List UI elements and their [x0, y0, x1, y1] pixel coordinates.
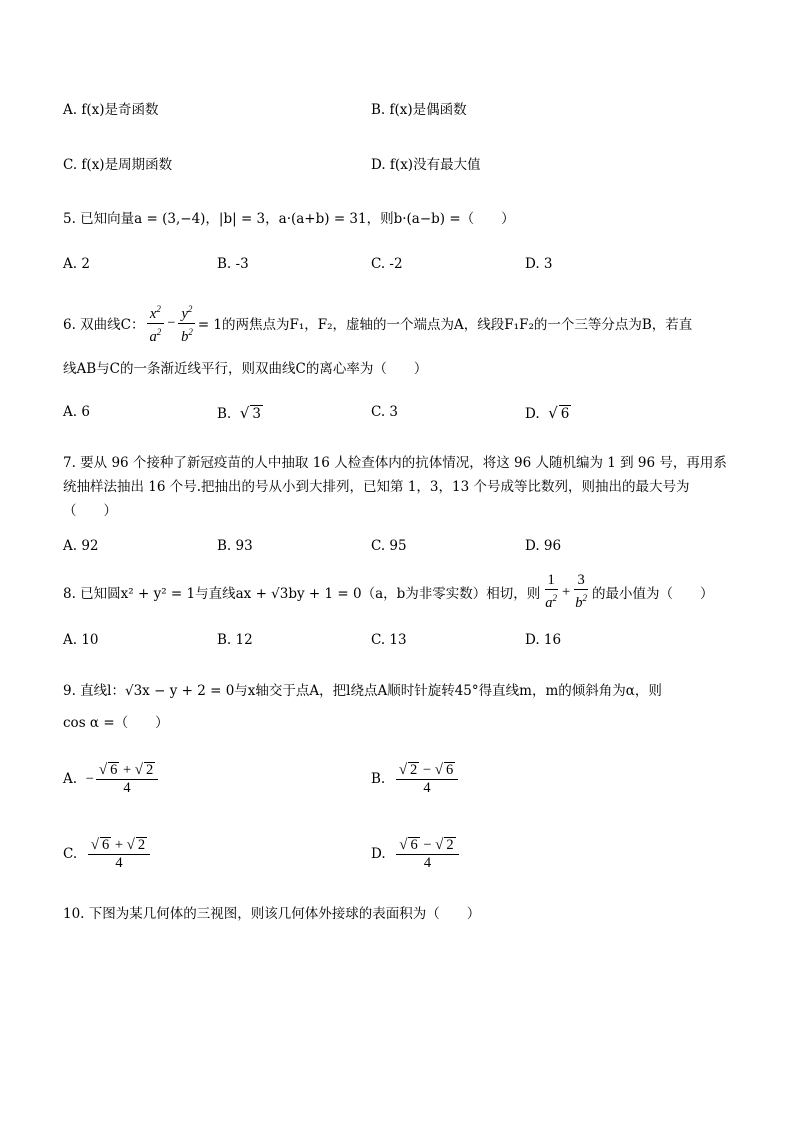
q6-option-d: D. √ 6: [525, 404, 570, 422]
q5-option-c: C. -2: [371, 256, 403, 272]
q9-option-b: B. $\frac{√ 2 - √ 6}{4}$: [371, 757, 460, 801]
q9-option-d: D. $\frac{√ 6 - √ 2}{4}$: [371, 832, 461, 876]
q9-option-c: C. $\frac{√ 6 + √ 2}{4}$: [63, 832, 152, 876]
q9-stem-line1: 9. 直线l：√3x − y + 2 = 0与x轴交于点A，把l绕点A顺时针旋转45°得直线m，m的倾斜角为α，则: [63, 683, 662, 699]
q6-stem-prefix: 6. 双曲线C：: [63, 317, 145, 333]
q5-option-b: B. -3: [217, 256, 249, 272]
q5-option-a: A. 2: [63, 256, 90, 272]
q7-option-c: C. 95: [371, 538, 407, 554]
q4-option-d: D. f(x)没有最大值: [371, 157, 481, 173]
q8-stem: 8. 已知圆x² + y² = 1与直线ax + √3by + 1 = 0（a，b为非零实数）相切，则 $\frac{1}{a^2}$ + $\frac{3}{b^2}$ 的最小值为（ ）: [63, 572, 714, 611]
q6-stem-line1: 6. 双曲线C： $\frac{x^2}{a^2}$ − $\frac{y^2}{b^2}$ = 1的两焦点为F₁，F₂，虚轴的一个端点为A，线段F₁F₂的一个三等分点为B，若直: [63, 303, 693, 345]
q4-option-c: C. f(x)是周期函数: [63, 157, 173, 173]
q7-option-b: B. 93: [217, 538, 253, 554]
q8-option-b: B. 12: [217, 632, 253, 648]
q6-option-b-value: 3: [252, 406, 261, 422]
q6-option-c: C. 3: [371, 404, 399, 420]
q5-option-d: D. 3: [525, 256, 553, 272]
q8-stem-prefix: 8. 已知圆x² + y² = 1与直线ax + √3by + 1 = 0（a，b为非零实数）相切，则: [63, 586, 541, 602]
q8-option-d: D. 16: [525, 632, 562, 648]
q6-option-a: A. 6: [63, 404, 90, 420]
q4-option-a: A. f(x)是奇函数: [63, 102, 159, 118]
q9-stem-line2: cos α =（ ）: [63, 715, 169, 731]
q6-option-d-value: 6: [560, 406, 570, 422]
q8-fraction-3: $\frac{3}{b^2}$: [575, 572, 587, 611]
q8-stem-suffix: 的最小值为（ ）: [591, 586, 714, 602]
q8-option-c: C. 13: [371, 632, 407, 648]
q9-option-a: A. − $\frac{√ 6 + √ 2}{4}$: [63, 757, 160, 801]
q7-stem-line2: 统抽样法抽出 16 个号.把抽出的号从小到大排列，已知第 1，3，13 个号成等比数列，则抽出的最大号为: [63, 479, 690, 495]
q4-option-b: B. f(x)是偶函数: [371, 102, 467, 118]
q7-stem-line1: 7. 要从 96 个接种了新冠疫苗的人中抽取 16 人检查体内的抗体情况，将这 96 人随机编为 1 到 96 号，再用系: [63, 455, 727, 471]
q7-option-a: A. 92: [63, 538, 99, 554]
q7-option-d: D. 96: [525, 538, 562, 554]
q6-stem-suffix: = 1的两焦点为F₁，F₂，虚轴的一个端点为A，线段F₁F₂的一个三等分点为B，若直: [197, 317, 693, 333]
q6-fraction-y: $\frac{y^2}{b^2}$: [178, 302, 196, 345]
q5-stem: 5. 已知向量a = (3,−4)，|b| = 3，a·(a+b) = 31，则b·(a−b) =（ ）: [63, 211, 515, 227]
q8-option-a: A. 10: [63, 632, 99, 648]
q10-stem: 10. 下图为某几何体的三视图，则该几何体外接球的表面积为（ ）: [63, 906, 481, 922]
q8-fraction-1: $\frac{1}{a^2}$: [545, 572, 558, 611]
q7-stem-line3: （ ）: [63, 503, 117, 519]
q6-stem-line2: 线AB与C的一条渐近线平行，则双曲线C的离心率为（ ）: [63, 361, 428, 377]
q6-fraction-x: $\frac{x^2}{a^2}$: [147, 302, 165, 345]
q6-option-b: B. √ 3: [217, 404, 261, 422]
